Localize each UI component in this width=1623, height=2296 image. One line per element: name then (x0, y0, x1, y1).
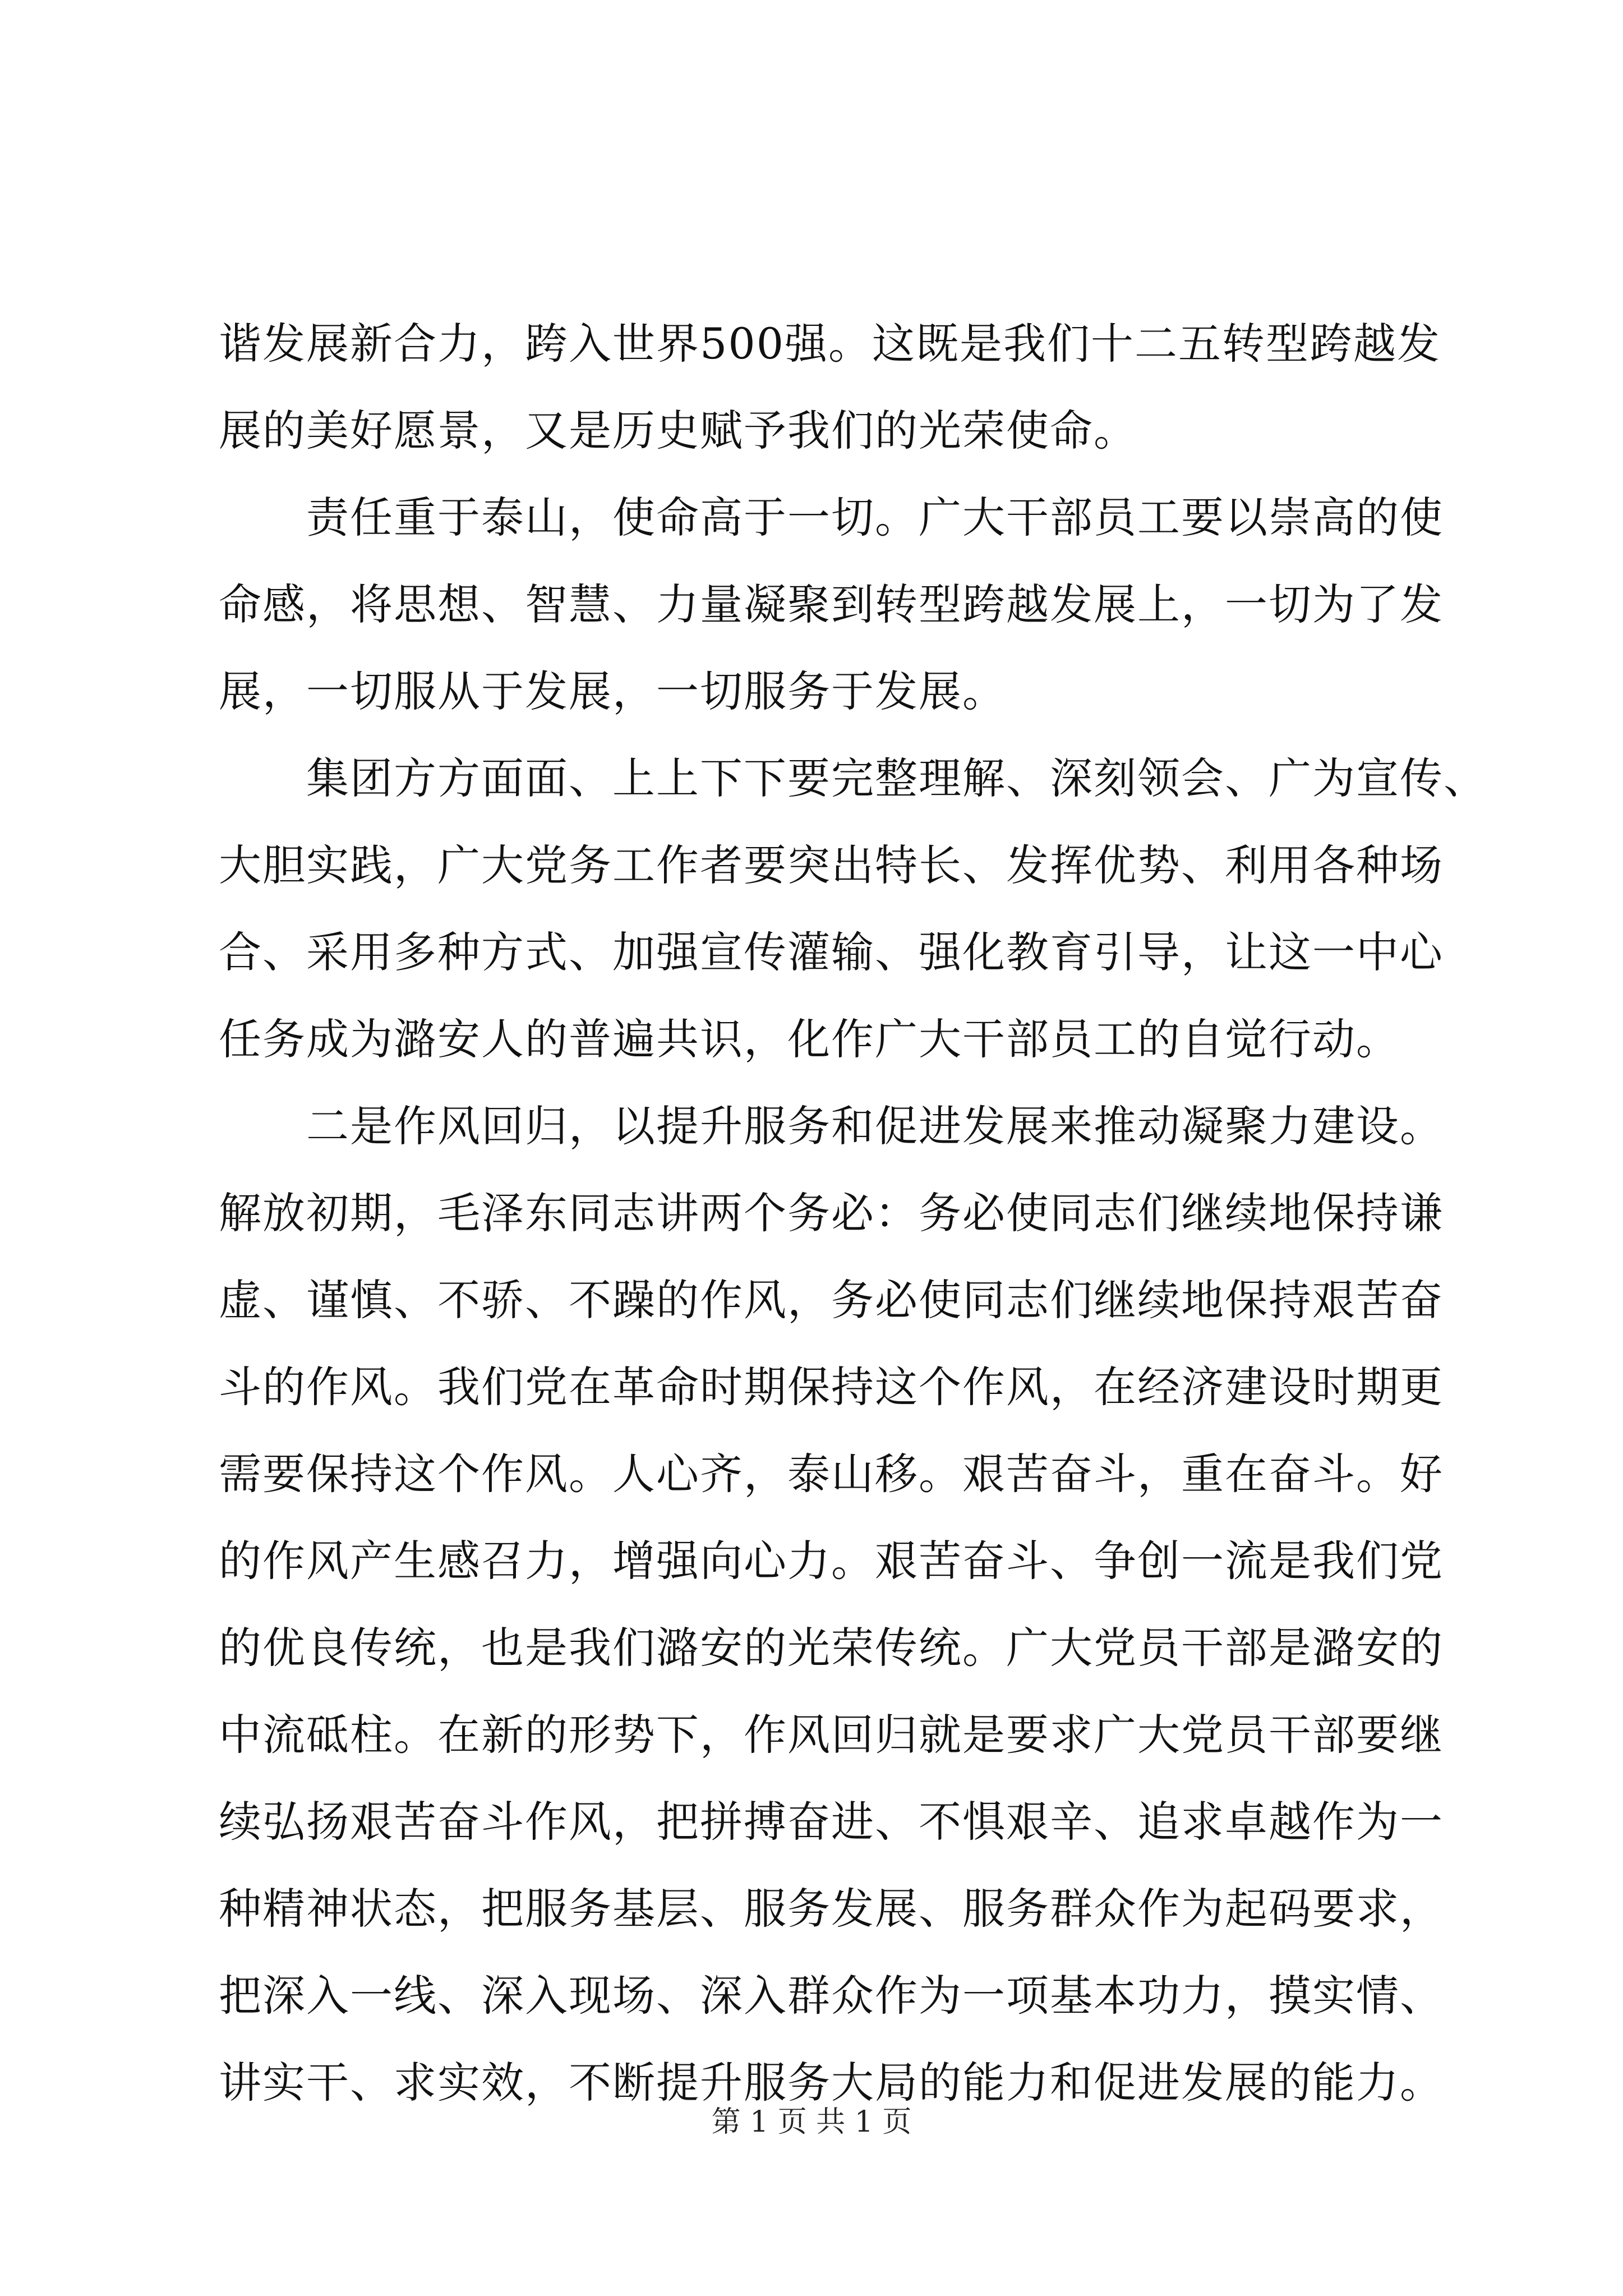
text-line: 大胆实践，广大党务工作者要突出特长、发挥优势、利用各种场 (219, 840, 1444, 890)
text-line: 虚、谨慎、不骄、不躁的作风，务必使同志们继续地保持艰苦奋 (219, 1275, 1444, 1325)
text-line: 斗的作风。我们党在革命时期保持这个作风，在经济建设时期更 (219, 1362, 1444, 1412)
text-line: 命感，将思想、智慧、力量凝聚到转型跨越发展上，一切为了发 (219, 579, 1444, 629)
text-line: 任务成为潞安人的普遍共识，化作广大干部员工的自觉行动。 (219, 1014, 1400, 1064)
text-line: 展的美好愿景，又是历史赋予我们的光荣使命。 (219, 406, 1137, 455)
text-line: 需要保持这个作风。人心齐，泰山移。艰苦奋斗，重在奋斗。好 (219, 1449, 1444, 1499)
text-line: 解放初期，毛泽东同志讲两个务必：务必使同志们继续地保持谦 (219, 1188, 1444, 1238)
text-line: 中流砥柱。在新的形势下，作风回归就是要求广大党员干部要继 (219, 1710, 1444, 1760)
text-line: 的作风产生感召力，增强向心力。艰苦奋斗、争创一流是我们党 (219, 1536, 1444, 1586)
text-line: 集团方方面面、上上下下要完整理解、深刻领会、广为宣传、 (219, 753, 1487, 803)
text-line: 展，一切服从于发展，一切服务于发展。 (219, 666, 1006, 716)
text-line: 把深入一线、深入现场、深入群众作为一项基本功力，摸实情、 (219, 1971, 1444, 2021)
page-footer: 第 1 页 共 1 页 (711, 2105, 912, 2139)
text-line: 合、采用多种方式、加强宣传灌输、强化教育引导，让这一中心 (219, 927, 1444, 977)
text-line: 谐发展新合力，跨入世界500强。这既是我们十二五转型跨越发 (219, 319, 1441, 369)
body-text (219, 300, 1487, 2126)
text-line: 种精神状态，把服务基层、服务发展、服务群众作为起码要求， (219, 1884, 1444, 1934)
text-line: 讲实干、求实效，不断提升服务大局的能力和促进发展的能力。 (219, 2058, 1444, 2108)
text-line: 二是作风回归，以提升服务和促进发展来推动凝聚力建设。 (219, 1101, 1444, 1151)
text-line: 责任重于泰山，使命高于一切。广大干部员工要以崇高的使 (219, 493, 1444, 542)
text-line: 续弘扬艰苦奋斗作风，把拼搏奋进、不惧艰辛、追求卓越作为一 (219, 1797, 1444, 1847)
text-line: 的优良传统，也是我们潞安的光荣传统。广大党员干部是潞安的 (219, 1623, 1444, 1673)
